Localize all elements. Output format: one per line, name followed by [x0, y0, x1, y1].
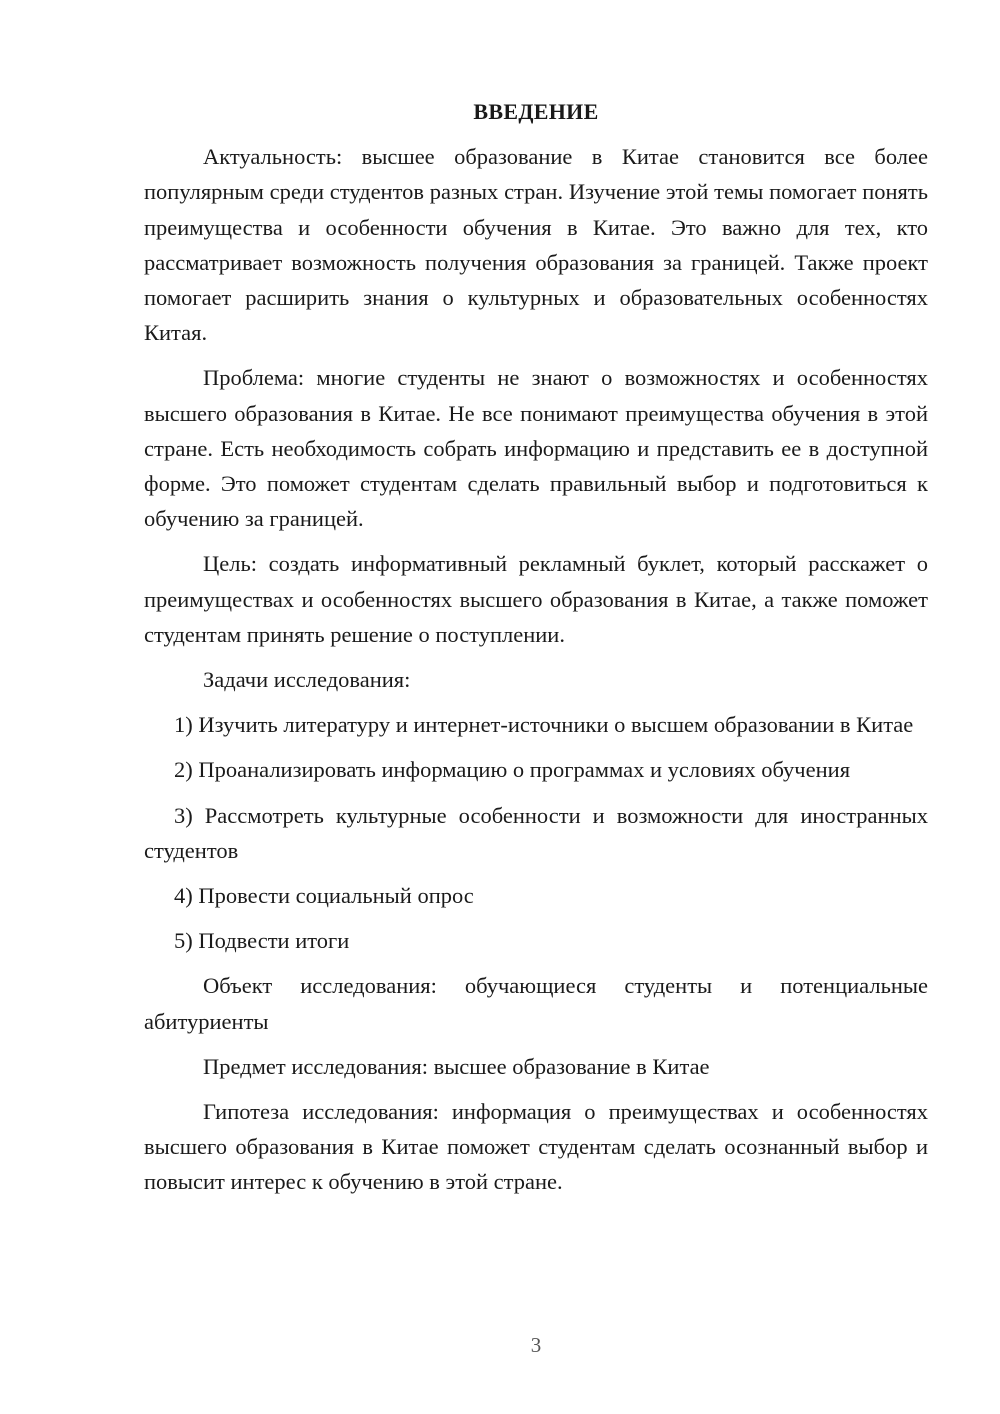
task-item: 3) Рассмотреть культурные особенности и возможности для иностранных студентов: [144, 802, 928, 863]
task-item: 1) Изучить литературу и интернет-источники о высшем образовании в Китае: [174, 712, 914, 738]
hypothesis-paragraph: Гипотеза исследования: информация о преимуществах и особенностях высшего образования в Китае поможет студентам сделать осознанный выбор и повысит интерес к обучению в этой стране.: [144, 1099, 928, 1195]
object-paragraph: Объект исследования: обучающиеся студенты и потенциальные абитуриенты: [144, 973, 928, 1034]
document-body: [144, 94, 928, 1210]
task-item: 4) Провести социальный опрос: [174, 883, 474, 909]
problem-paragraph: Проблема: многие студенты не знают о возможностях и особенностях высшего образования в Китае. Не все понимают преимущества обучения в этой стране. Есть необходимость собрать информацию и представить ее в доступной форме. Это поможет студентам сделать правильный выбор и подготовиться к обучению за границей.: [144, 365, 928, 532]
page-number: 3: [530, 1333, 542, 1357]
tasks-heading: Задачи исследования:: [203, 667, 411, 693]
task-item: 5) Подвести итоги: [174, 928, 350, 954]
section-title: ВВЕДЕНИЕ: [473, 99, 599, 124]
subject-paragraph: Предмет исследования: высшее образование в Китае: [203, 1053, 710, 1079]
goal-paragraph: Цель: создать информативный рекламный буклет, который расскажет о преимуществах и особенностях высшего образования в Китае, а также поможет студентам принять решение о поступлении.: [144, 551, 928, 647]
task-item: 2) Проанализировать информацию о программах и условиях обучения: [174, 757, 851, 783]
relevance-paragraph: Актуальность: высшее образование в Китае становится все более популярным среди студентов разных стран. Изучение этой темы помогает понять преимущества и особенности обучения в Китае. Это важно для тех, кто рассматривает возможность получения образования за границей. Также проект помогает расширить знания о культурных и образовательных особенностях Китая.: [144, 144, 928, 346]
